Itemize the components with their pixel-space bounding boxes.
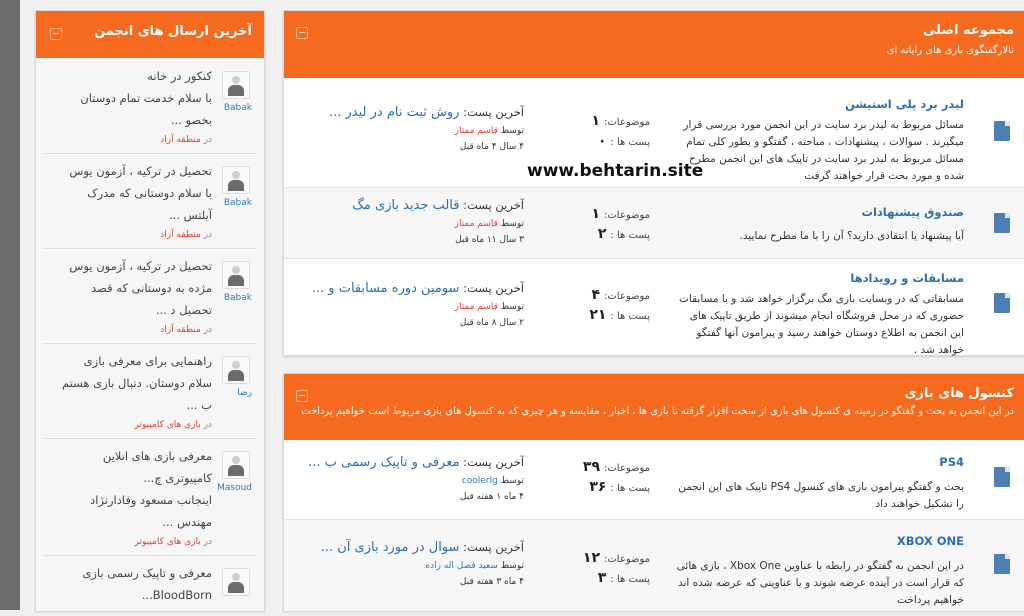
- category-subtitle: تالارگفتگوی بازی های رایانه ای: [886, 45, 1014, 56]
- latest-post-item[interactable]: [44, 344, 256, 439]
- last-post-time: ۳ سال ۱۱ ماه قبل: [455, 235, 524, 245]
- post-forum[interactable]: در بازی های کامپیوتر: [134, 420, 212, 430]
- avatar[interactable]: [222, 568, 250, 596]
- post-username[interactable]: Babak: [223, 198, 252, 208]
- post-text[interactable]: معرفی بازی های انلاین کامپیوتری چ... اینجانب مسعود وفادارنژاد مهندس ...: [90, 449, 212, 529]
- collapse-toggle-icon[interactable]: [50, 28, 62, 40]
- post-text[interactable]: تحصیل در ترکیه ، آزمون یوس مژده به دوستانی که قصد تحصیل د ...: [69, 259, 212, 317]
- forum-description: آیا پیشنهاد یا انتقادی دارید؟ آن را با ما مطرح نمایید.: [739, 230, 964, 242]
- forum-icon: [994, 554, 1010, 574]
- post-username[interactable]: رضا: [237, 388, 252, 398]
- forum-description: در این انجمن به گفتگو در رابطه با عناوین Xbox One ، بازی هائی که قرار است در آینده عرضه شوند و یا عناوینی که عرضه شده اند خواهیم پرداخت: [676, 560, 964, 606]
- posts-count: ۳: [597, 570, 607, 586]
- forum-description: بحث و گفتگو پیرامون بازی های کنسول PS4 تاپیک های این انجمن را تشکیل خواهند داد: [678, 481, 964, 510]
- category-subtitle: در این انجمن به بحث و گفتگو در زمینه ی کنسول های بازی از سخت افزار گرفته تا بازی ها ، اخبار ، مقایسه و هر چیزی که به کنسول های بازی مربوط است خواهیم پرداخت: [301, 406, 1014, 417]
- last-post-link[interactable]: قالب جدید بازی مگ: [352, 198, 460, 213]
- collapse-toggle-icon[interactable]: [296, 27, 308, 39]
- forum-icon: [994, 213, 1010, 233]
- topics-count: ۱: [591, 206, 601, 222]
- latest-post-item[interactable]: [44, 154, 256, 249]
- latest-post-item[interactable]: [44, 556, 256, 616]
- latest-posts-list: [36, 59, 264, 611]
- category-title[interactable]: کنسول های بازی: [904, 386, 1014, 401]
- last-post-time: ۴ سال ۴ ماه قبل: [459, 142, 524, 152]
- category-main: [283, 10, 1024, 356]
- post-forum[interactable]: در منطقه آزاد: [160, 230, 212, 240]
- forum-title[interactable]: مسابقات و رویدادها: [850, 271, 964, 285]
- last-post: آخرین پست: سومین دوره مسابقات و ... توسط قاسم ممتاز ۲ سال ۸ ماه قبل: [284, 281, 524, 328]
- forum-title[interactable]: PS4: [939, 455, 964, 469]
- topics-count: ۳۹: [582, 459, 601, 475]
- forum-stats: موضوعات:۴ پست ها :۲۱: [589, 287, 650, 323]
- last-post-link[interactable]: سوال در مورد بازی آن ...: [320, 540, 460, 555]
- post-text[interactable]: معرفی و تاپیک رسمی بازی BloodBorn...: [82, 566, 212, 602]
- forum-stats: موضوعات:۱۲ پست ها :۳: [582, 550, 650, 586]
- latest-posts-panel: [35, 10, 265, 611]
- last-post-user[interactable]: سعید فضل اله زاده: [425, 561, 498, 571]
- latest-posts-header: [36, 11, 264, 58]
- last-post: آخرین پست: روش ثبت نام در لیدر ... توسط قاسم ممتاز ۴ سال ۴ ماه قبل: [284, 105, 524, 152]
- posts-count: ۲۱: [589, 307, 607, 323]
- avatar[interactable]: [222, 71, 250, 99]
- category-consoles: [283, 373, 1024, 611]
- forum-stats: موضوعات:۱ پست ها :۰: [591, 113, 650, 149]
- category-header: [284, 11, 1024, 78]
- latest-post-item[interactable]: [44, 439, 256, 556]
- last-post-user[interactable]: قاسم ممتاز: [454, 219, 498, 229]
- last-post-time: ۲ سال ۸ ماه قبل: [459, 318, 524, 328]
- left-scrollbar-strip: [0, 0, 20, 610]
- topics-count: ۱: [591, 113, 601, 129]
- forum-row: [284, 188, 1024, 259]
- last-post: آخرین پست: سوال در مورد بازی آن ... توسط سعید فضل اله زاده ۴ ماه ۳ هفته قبل: [284, 540, 524, 587]
- collapse-toggle-icon[interactable]: [296, 390, 308, 402]
- last-post-user[interactable]: قاسم ممتاز: [454, 126, 498, 136]
- forum-icon: [994, 467, 1010, 487]
- avatar[interactable]: [222, 166, 250, 194]
- last-post-link[interactable]: سومین دوره مسابقات و ...: [311, 281, 460, 296]
- post-username[interactable]: Masoud: [217, 483, 252, 493]
- posts-count: ۳۶: [589, 479, 607, 495]
- avatar[interactable]: [222, 261, 250, 289]
- posts-count: ۰: [597, 133, 607, 149]
- forum-title[interactable]: لیدر برد پلی استیشن: [845, 97, 964, 111]
- post-text[interactable]: تحصیل در ترکیه ، آزمون یوس با سلام دوستانی که مدرک آیلتس ...: [69, 164, 212, 222]
- post-forum[interactable]: در بازی های کامپیوتر: [134, 537, 212, 547]
- post-forum[interactable]: در منطقه آزاد: [160, 135, 212, 145]
- forum-title[interactable]: XBOX ONE: [896, 534, 964, 548]
- topics-count: ۴: [591, 287, 601, 303]
- forum-row: [284, 441, 1024, 520]
- last-post-time: ۴ ماه ۳ هفته قبل: [459, 577, 524, 587]
- post-username[interactable]: Babak: [223, 293, 252, 303]
- last-post-link[interactable]: معرفی و تاپیک رسمی ب ...: [308, 455, 460, 470]
- forum-stats: موضوعات:۱ پست ها :۲: [591, 206, 650, 242]
- forum-title[interactable]: صندوق پیشنهادات: [861, 205, 964, 219]
- category-title[interactable]: مجموعه اصلی: [922, 23, 1014, 38]
- post-forum[interactable]: در منطقه آزاد: [160, 325, 212, 335]
- category-header: [284, 374, 1024, 440]
- latest-posts-title: آخرین ارسال های انجمن: [94, 24, 252, 39]
- last-post: آخرین پست: قالب جدید بازی مگ توسط قاسم ممتاز ۳ سال ۱۱ ماه قبل: [284, 198, 524, 245]
- forum-row: [284, 259, 1024, 355]
- last-post: آخرین پست: معرفی و تاپیک رسمی ب ... توسط coolerIg ۴ ماه ۱ هفته قبل: [284, 455, 524, 502]
- last-post-link[interactable]: روش ثبت نام در لیدر ...: [328, 105, 460, 120]
- forum-icon: [994, 121, 1010, 141]
- post-username[interactable]: Babak: [223, 103, 252, 113]
- last-post-time: ۴ ماه ۱ هفته قبل: [459, 492, 524, 502]
- post-text[interactable]: راهنمایی برای معرفی بازی سلام دوستان. دنبال بازی هستم ب ...: [62, 354, 212, 412]
- avatar[interactable]: [222, 356, 250, 384]
- last-post-user[interactable]: قاسم ممتاز: [454, 302, 498, 312]
- forum-row: [284, 520, 1024, 611]
- last-post-user[interactable]: coolerIg: [461, 476, 498, 486]
- forum-description: مسابقاتی که در وبسایت بازی مگ برگزار خواهد شد و یا مسابقات حضوری که در محل فروشگاه انجام میشوند از طریق تاپیک های این انجمن به اطلاع دوستان خواهند رسید و پیرامون آنها گفتگو خواهد شد .: [679, 293, 964, 356]
- posts-count: ۲: [597, 226, 607, 242]
- post-text[interactable]: کنکور در خانه با سلام خدمت تمام دوستان بخصو ...: [80, 69, 212, 127]
- watermark-text: www.behtarin.site: [527, 161, 704, 181]
- forum-stats: موضوعات:۳۹ پست ها :۳۶: [582, 459, 650, 495]
- topics-count: ۱۲: [582, 550, 601, 566]
- latest-post-item[interactable]: [44, 59, 256, 154]
- forum-description: مسائل مربوط به لیدر برد سایت در این انجمن مورد بررسی قرار میگیرند . سوالات ، پیشنهادات ، مباحثه ، گفتگو و بطور کلی تمام مسائل مربوط به لیدر برد سایت در تاپیک های این انجمن مطرح شده و مورد بحث قرار خواهند گرفت: [683, 119, 964, 182]
- latest-post-item[interactable]: [44, 249, 256, 344]
- avatar[interactable]: [222, 451, 250, 479]
- forum-icon: [994, 293, 1010, 313]
